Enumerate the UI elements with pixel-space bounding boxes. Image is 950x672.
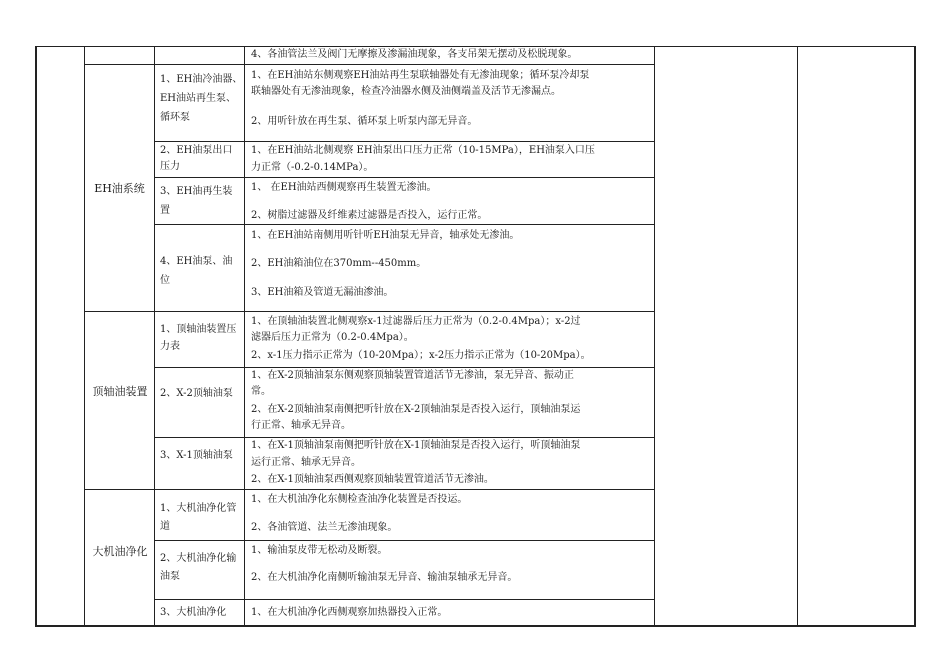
check-line: 2、在X-1顶轴油泵西侧观察顶轴装置管道活节无渗油。 xyxy=(251,474,494,485)
check-line: 1、在大机油净化东侧检查油净化装置是否投运。 xyxy=(251,494,468,505)
check-line: 行正常、轴承无异音。 xyxy=(251,420,351,431)
check-line: 2、x-1压力指示正常为（10-20Mpa）；x-2压力指示正常为（10-20Mpa）。 xyxy=(251,350,591,361)
item-label: 3、EH油再生装置 xyxy=(160,186,233,216)
row-divider xyxy=(84,311,655,312)
item-label: 1、顶轴油装置压力表 xyxy=(160,324,237,352)
check-line: 2、树脂过滤器及纤维素过滤器是否投入，运行正常。 xyxy=(251,210,488,221)
row-divider xyxy=(84,489,655,490)
check-line: 1、在X-2顶轴油泵东侧观察顶轴装置管道活节无渗油，泵无异音、振动正 xyxy=(251,370,574,381)
item-label: 1、EH油冷油器、EH油站再生泵、循环泵 xyxy=(160,74,243,123)
col-divider-5 xyxy=(797,46,798,627)
check-line: 1、 在EH油站西侧观察再生装置无渗油。 xyxy=(251,182,437,193)
table-border-left xyxy=(35,46,37,627)
check-line: 1、在顶轴油装置北侧观察x-1过滤器后压力正常为（0.2-0.4Mpa）；x-2过 xyxy=(251,316,581,327)
check-line: 运行正常、轴承无异音。 xyxy=(251,457,361,468)
system-label: 顶轴油装置 xyxy=(92,385,148,398)
check-line: 力正常（-0.2-0.14MPa）。 xyxy=(251,162,374,173)
check-line: 1、在X-1顶轴油泵南侧把听针放在X-1顶轴油泵是否投入运行，听顶轴油泵 xyxy=(251,440,581,451)
check-line: 2、用听针放在再生泵、循环泵上听泵内部无异音。 xyxy=(251,116,478,127)
item-label: 2、EH油泵出口压力 xyxy=(160,145,233,172)
row-divider xyxy=(84,64,655,65)
table-border-bottom xyxy=(35,625,916,627)
item-label: 3、大机油净化 xyxy=(160,607,227,618)
col-divider-1 xyxy=(84,46,85,627)
check-line: 1、输油泵皮带无松动及断裂。 xyxy=(251,545,388,556)
item-label: 4、EH油泵、油位 xyxy=(160,256,233,286)
check-line: 2、EH油箱油位在370mm--450mm。 xyxy=(251,258,427,269)
system-label: 大机油净化 xyxy=(92,545,148,558)
check-line: 1、在EH油站东侧观察EH油站再生泵联轴器处有无渗油现象；循环泵冷却泵 xyxy=(251,70,590,81)
check-line: 1、在大机油净化西侧观察加热器投入正常。 xyxy=(251,607,448,618)
row-divider xyxy=(154,141,655,142)
check-line: 2、各油管道、法兰无渗油现象。 xyxy=(251,522,398,533)
item-label: 2、大机油净化输油泵 xyxy=(160,553,237,582)
item-label: 2、X-2顶轴油泵 xyxy=(160,388,233,399)
check-line: 2、在X-2顶轴油泵南侧把听针放在X-2顶轴油泵是否投入运行，顶轴油泵运 xyxy=(251,404,581,415)
row-divider xyxy=(154,224,655,225)
check-line: 滤器后压力正常为（0.2-0.4Mpa）。 xyxy=(251,332,414,343)
check-line: 1、在EH油站南侧用听针听EH油泵无异音，轴承处无渗油。 xyxy=(251,230,520,241)
item-label: 3、X-1顶轴油泵 xyxy=(160,450,233,461)
check-line: 1、在EH油站北侧观察 EH油泵出口压力正常（10-15MPa），EH油泵入口压 xyxy=(251,145,595,156)
item-label: 1、大机油净化管道 xyxy=(160,503,237,532)
check-line: 联轴器处有无渗油现象，检查冷油器水侧及油侧端盖及活节无渗漏点。 xyxy=(251,86,561,97)
check-line: 2、在大机油净化南侧听输油泵无异音、输油泵轴承无异音。 xyxy=(251,572,518,583)
row-divider xyxy=(154,540,655,541)
row-divider xyxy=(154,599,655,600)
check-line: 4、各油管法兰及阀门无摩擦及渗漏油现象，各支吊架无摆动及松脱现象。 xyxy=(251,49,578,60)
system-label: EH油系统 xyxy=(94,182,145,195)
row-divider xyxy=(154,177,655,178)
check-line: 常。 xyxy=(251,386,271,397)
table-border-right xyxy=(914,46,916,627)
check-line: 3、EH油箱及管道无漏油渗油。 xyxy=(251,287,394,298)
